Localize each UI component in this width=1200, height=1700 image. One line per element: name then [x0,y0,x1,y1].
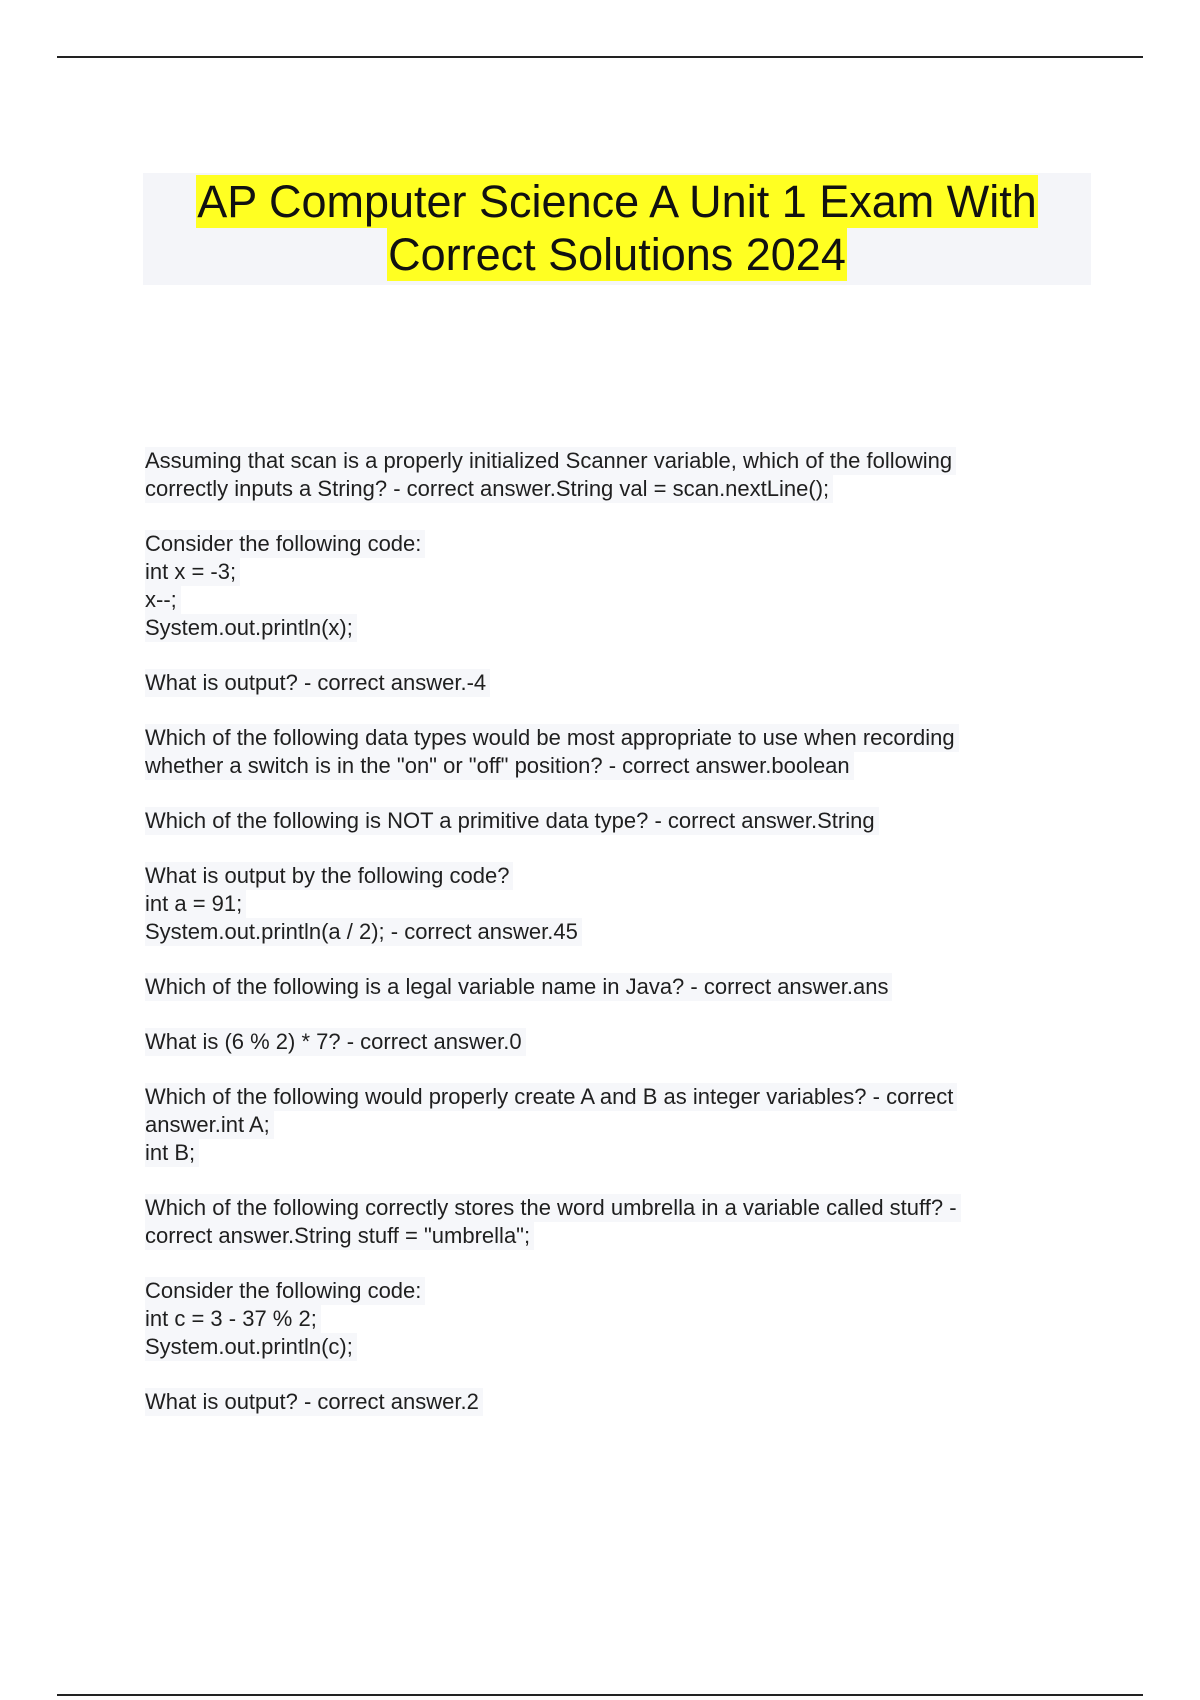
document-title [143,173,1091,285]
qa-line: Which of the following data types would be most appropriate to use when recording [145,724,959,752]
qa-block [145,447,1045,503]
qa-line: What is output? - correct answer.2 [145,1388,483,1416]
top-rule [57,56,1143,58]
qa-block [145,1083,1045,1167]
qa-line: Consider the following code: [145,530,425,558]
qa-line: int x = -3; [145,558,240,586]
qa-line: What is (6 % 2) * 7? - correct answer.0 [145,1028,526,1056]
qa-block [145,530,1045,642]
qa-block [145,1028,1045,1056]
qa-line: Which of the following is a legal variable name in Java? - correct answer.ans [145,973,892,1001]
qa-line: correctly inputs a String? - correct answer.String val = scan.nextLine(); [145,475,833,503]
qa-block [145,807,1045,835]
qa-block [145,862,1045,946]
qa-block [145,724,1045,780]
bottom-rule [57,1694,1143,1696]
qa-block [145,973,1045,1001]
qa-line: System.out.println(a / 2); - correct answer.45 [145,918,582,946]
qa-line: answer.int A; [145,1111,274,1139]
qa-line: Which of the following correctly stores the word umbrella in a variable called stuff? - [145,1194,961,1222]
qa-block [145,1277,1045,1361]
qa-line: Consider the following code: [145,1277,425,1305]
qa-block [145,669,1045,697]
qa-line: whether a switch is in the "on" or "off" position? - correct answer.boolean [145,752,854,780]
qa-line: System.out.println(c); [145,1333,357,1361]
qa-line: Which of the following is NOT a primitive data type? - correct answer.String [145,807,879,835]
qa-line: int c = 3 - 37 % 2; [145,1305,321,1333]
title-line: AP Computer Science A Unit 1 Exam With [197,176,1037,227]
qa-line: What is output? - correct answer.-4 [145,669,490,697]
qa-block [145,1388,1045,1416]
qa-line: System.out.println(x); [145,614,357,642]
title-line: Correct Solutions 2024 [388,229,846,280]
qa-line: Which of the following would properly create A and B as integer variables? - correct [145,1083,957,1111]
qa-line: int a = 91; [145,890,246,918]
qa-line: correct answer.String stuff = "umbrella"; [145,1222,534,1250]
qa-line: int B; [145,1139,199,1167]
question-answer-list [145,447,1045,1443]
qa-line: What is output by the following code? [145,862,513,890]
qa-block [145,1194,1045,1250]
qa-line: Assuming that scan is a properly initialized Scanner variable, which of the following [145,447,956,475]
qa-line: x--; [145,586,181,614]
